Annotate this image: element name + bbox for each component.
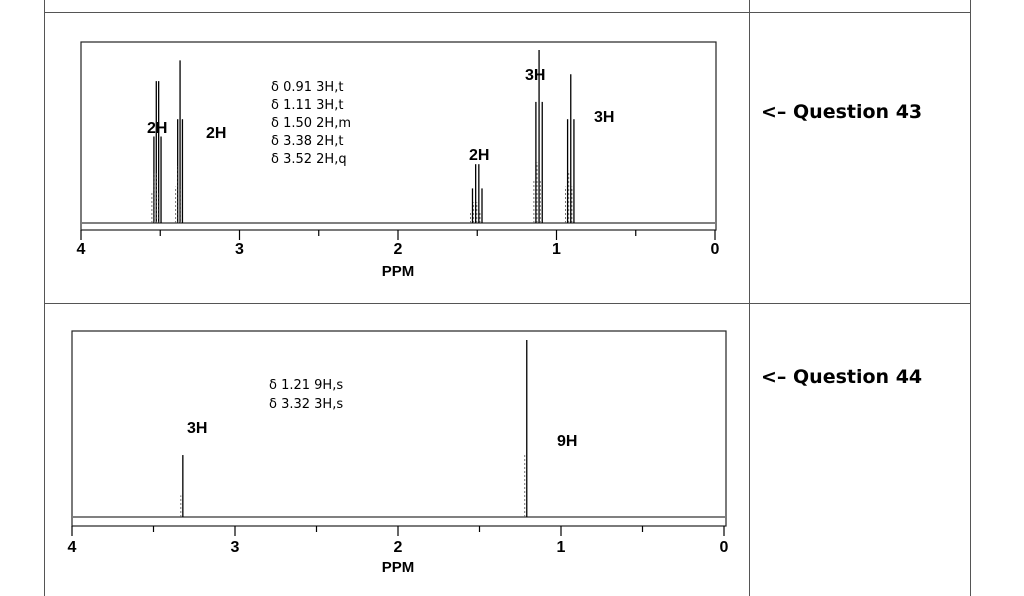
- shift-annotation: δ 3.32 3H,s: [269, 397, 344, 412]
- x-tick-label: 2: [393, 539, 403, 556]
- x-tick-label: 4: [76, 241, 86, 258]
- x-tick-label: 2: [393, 241, 403, 258]
- shift-annotation: δ 1.21 9H,s: [269, 378, 344, 393]
- question-43-label: <– Question 43: [761, 101, 923, 123]
- x-tick-label: 0: [710, 241, 720, 258]
- shift-annotation: δ 0.91 3H,t: [271, 80, 344, 95]
- question-44-label: <– Question 44: [761, 366, 923, 388]
- integration-label: 2H: [206, 125, 227, 142]
- x-tick-label: 3: [230, 539, 240, 556]
- integration-label: 3H: [594, 109, 615, 126]
- x-tick-label: 1: [552, 241, 561, 258]
- x-tick-label: 1: [556, 539, 566, 556]
- integration-label: 9H: [557, 433, 578, 450]
- integration-label: 3H: [525, 67, 546, 84]
- shift-annotation: δ 3.38 2H,t: [271, 134, 344, 149]
- x-tick-label: 4: [67, 539, 77, 556]
- integration-label: 3H: [187, 420, 208, 437]
- x-tick-label: 3: [235, 241, 244, 258]
- x-axis-title: PPM: [381, 559, 415, 576]
- x-tick-label: 0: [719, 539, 729, 556]
- shift-annotation: δ 3.52 2H,q: [271, 152, 347, 167]
- integration-label: 2H: [147, 120, 168, 137]
- plot-frame: [72, 331, 726, 526]
- shift-annotation: δ 1.50 2H,m: [271, 116, 352, 131]
- shift-annotation: δ 1.11 3H,t: [271, 98, 344, 113]
- integration-label: 2H: [469, 147, 490, 164]
- x-axis-title: PPM: [381, 263, 415, 280]
